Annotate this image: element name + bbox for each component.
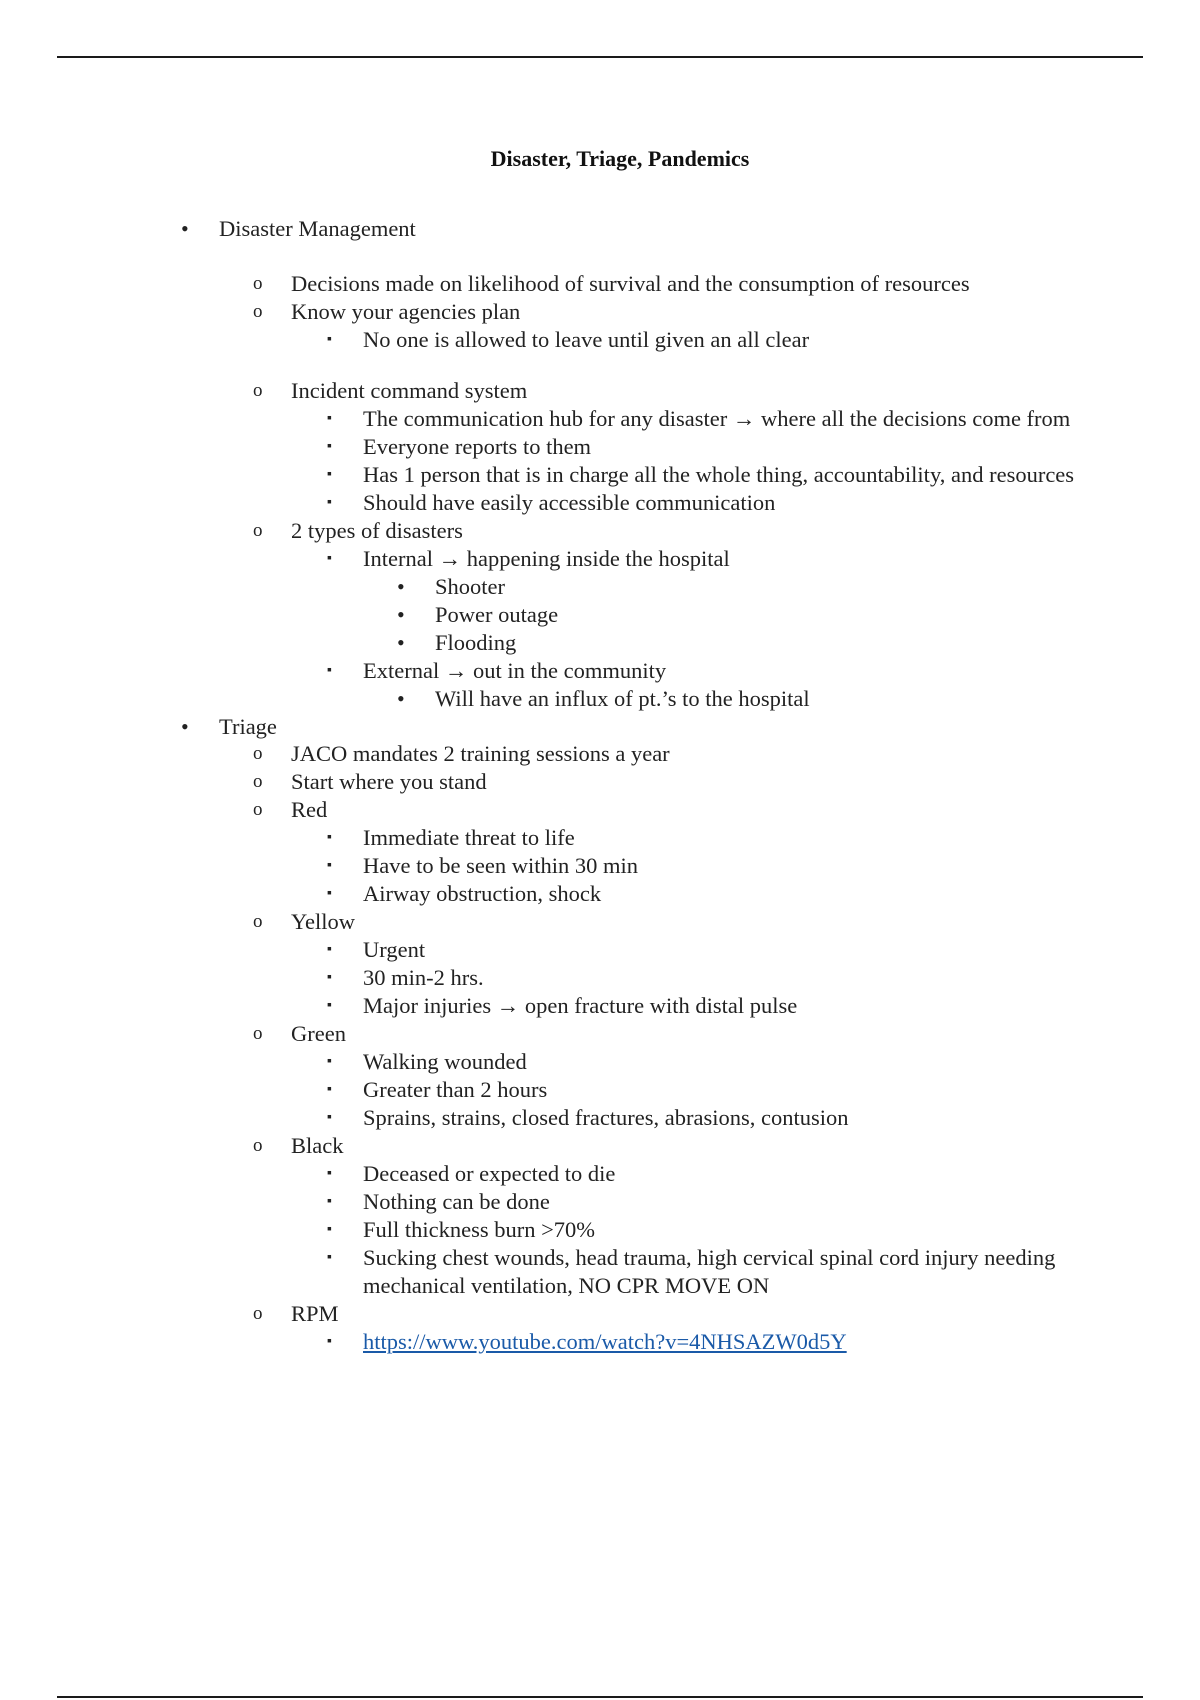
list-item xyxy=(253,740,1081,768)
list-item xyxy=(253,517,1081,713)
bullet-square: ▪ xyxy=(327,942,332,957)
item-text: JACO mandates 2 training sessions a year xyxy=(291,741,670,766)
bullet-circle: o xyxy=(253,799,263,820)
bullet-dot: • xyxy=(181,216,189,241)
bullet-square: ▪ xyxy=(327,858,332,873)
list-item xyxy=(325,936,1081,964)
list-item xyxy=(325,1048,1081,1076)
list-item xyxy=(253,298,1081,354)
item-text: 2 types of disasters xyxy=(291,518,463,543)
list-item xyxy=(325,852,1081,880)
list-item xyxy=(397,573,1081,601)
sublist xyxy=(325,936,1081,1020)
bullet-square: ▪ xyxy=(327,439,332,454)
item-text: Airway obstruction, shock xyxy=(363,881,602,906)
item-text: Walking wounded xyxy=(363,1049,527,1074)
item-text: Flooding xyxy=(435,630,517,655)
item-text: Know your agencies plan xyxy=(291,299,521,324)
top-rule xyxy=(57,56,1143,58)
outline xyxy=(181,215,1081,1356)
item-text: Red xyxy=(291,797,328,822)
item-text: The communication hub for any disaster → where all the decisions come from xyxy=(363,406,1071,431)
item-text: Incident command system xyxy=(291,378,528,403)
item-text: Sucking chest wounds, head trauma, high cervical spinal cord injury needing mechanical ventilation, NO CPR MOVE ON xyxy=(363,1245,1056,1298)
bullet-square: ▪ xyxy=(327,411,332,426)
list-item xyxy=(325,1076,1081,1104)
document-title: Disaster, Triage, Pandemics xyxy=(490,146,750,171)
sublist xyxy=(325,405,1081,517)
item-text: Power outage xyxy=(435,602,559,627)
bullet-square: ▪ xyxy=(327,467,332,482)
item-text: Internal → happening inside the hospital xyxy=(363,546,730,571)
item-text: Deceased or expected to die xyxy=(363,1161,616,1186)
bullet-square: ▪ xyxy=(327,1110,332,1125)
item-text: Full thickness burn >70% xyxy=(363,1217,596,1242)
bullet-square: ▪ xyxy=(327,1082,332,1097)
sublist xyxy=(397,573,1081,657)
list-item xyxy=(397,685,1081,713)
item-text: Immediate threat to life xyxy=(363,825,575,850)
bullet-dot: • xyxy=(397,630,405,655)
triage-green xyxy=(253,1020,1081,1132)
bullet-dot: • xyxy=(181,714,189,739)
bullet-circle: o xyxy=(253,380,263,401)
list-item xyxy=(397,629,1081,657)
bullet-square: ▪ xyxy=(327,495,332,510)
section-heading: Disaster Management xyxy=(219,216,416,241)
bullet-square: ▪ xyxy=(327,1166,332,1181)
item-text: Will have an influx of pt.’s to the hospital xyxy=(435,686,810,711)
list-item xyxy=(325,1216,1081,1244)
item-text: Greater than 2 hours xyxy=(363,1077,548,1102)
bullet-circle: o xyxy=(253,273,263,294)
bullet-square: ▪ xyxy=(327,830,332,845)
section-heading: Triage xyxy=(219,714,277,739)
item-text: Major injuries → open fracture with distal pulse xyxy=(363,993,798,1018)
bullet-square: ▪ xyxy=(327,551,332,566)
item-text: Green xyxy=(291,1021,346,1046)
bullet-circle: o xyxy=(253,1303,263,1324)
bullet-square: ▪ xyxy=(327,663,332,678)
list-item xyxy=(325,1328,1081,1356)
bullet-circle: o xyxy=(253,771,263,792)
sublist xyxy=(325,545,1081,713)
bottom-rule xyxy=(57,1696,1143,1698)
bullet-circle: o xyxy=(253,1135,263,1156)
bullet-dot: • xyxy=(397,602,405,627)
list-item xyxy=(325,326,1081,354)
bullet-square: ▪ xyxy=(327,1222,332,1237)
item-text: Have to be seen within 30 min xyxy=(363,853,638,878)
list-item xyxy=(325,880,1081,908)
list-item xyxy=(325,992,1081,1020)
list-item xyxy=(325,1104,1081,1132)
sublist xyxy=(397,685,1081,713)
sublist xyxy=(325,1328,1081,1356)
bullet-circle: o xyxy=(253,911,263,932)
sublist xyxy=(253,740,1081,1356)
triage-yellow xyxy=(253,908,1081,1020)
bullet-square: ▪ xyxy=(327,886,332,901)
item-text: Should have easily accessible communication xyxy=(363,490,776,515)
youtube-link[interactable]: https://www.youtube.com/watch?v=4NHSAZW0d5Y xyxy=(363,1329,847,1354)
bullet-circle: o xyxy=(253,301,263,322)
bullet-square: ▪ xyxy=(327,1250,332,1265)
list-item xyxy=(325,405,1081,433)
item-text: RPM xyxy=(291,1301,339,1326)
section-triage xyxy=(181,713,1081,1356)
bullet-square: ▪ xyxy=(327,998,332,1013)
item-text: Everyone reports to them xyxy=(363,434,592,459)
list-item xyxy=(325,657,1081,713)
item-text: Yellow xyxy=(291,909,355,934)
bullet-square: ▪ xyxy=(327,970,332,985)
list-item xyxy=(325,545,1081,657)
item-text: Has 1 person that is in charge all the whole thing, accountability, and resources xyxy=(363,462,1075,487)
bullet-square: ▪ xyxy=(327,1194,332,1209)
list-item xyxy=(325,824,1081,852)
item-text: Start where you stand xyxy=(291,769,487,794)
bullet-square: ▪ xyxy=(327,1334,332,1349)
bullet-dot: • xyxy=(397,686,405,711)
item-text: Nothing can be done xyxy=(363,1189,550,1214)
bullet-circle: o xyxy=(253,743,263,764)
list-item xyxy=(253,270,1081,298)
list-item xyxy=(325,461,1081,489)
sublist xyxy=(325,1160,1081,1300)
list-item xyxy=(253,768,1081,796)
item-text: 30 min-2 hrs. xyxy=(363,965,484,990)
list-item xyxy=(325,489,1081,517)
item-text: Black xyxy=(291,1133,344,1158)
item-text: Shooter xyxy=(435,574,505,599)
item-text: External → out in the community xyxy=(363,658,667,683)
list-item xyxy=(325,433,1081,461)
bullet-circle: o xyxy=(253,1023,263,1044)
list-item xyxy=(325,1244,1081,1300)
sublist xyxy=(325,1048,1081,1132)
list-item xyxy=(325,964,1081,992)
item-text: Sprains, strains, closed fractures, abrasions, contusion xyxy=(363,1105,849,1130)
item-text: No one is allowed to leave until given an all clear xyxy=(363,327,810,352)
item-text: Urgent xyxy=(363,937,426,962)
bullet-square: ▪ xyxy=(327,1054,332,1069)
sublist xyxy=(325,326,1081,354)
bullet-circle: o xyxy=(253,520,263,541)
list-item xyxy=(325,1188,1081,1216)
sublist xyxy=(253,270,1081,713)
list-item xyxy=(253,377,1081,517)
list-item xyxy=(325,1160,1081,1188)
triage-rpm xyxy=(253,1300,1081,1356)
bullet-square: ▪ xyxy=(327,332,332,347)
sublist xyxy=(325,824,1081,908)
list-item xyxy=(397,601,1081,629)
triage-red xyxy=(253,796,1081,908)
item-text: Decisions made on likelihood of survival and the consumption of resources xyxy=(291,271,970,296)
triage-black xyxy=(253,1132,1081,1300)
link-container xyxy=(363,1328,1081,1356)
section-disaster-management xyxy=(181,215,1081,713)
bullet-dot: • xyxy=(397,574,405,599)
